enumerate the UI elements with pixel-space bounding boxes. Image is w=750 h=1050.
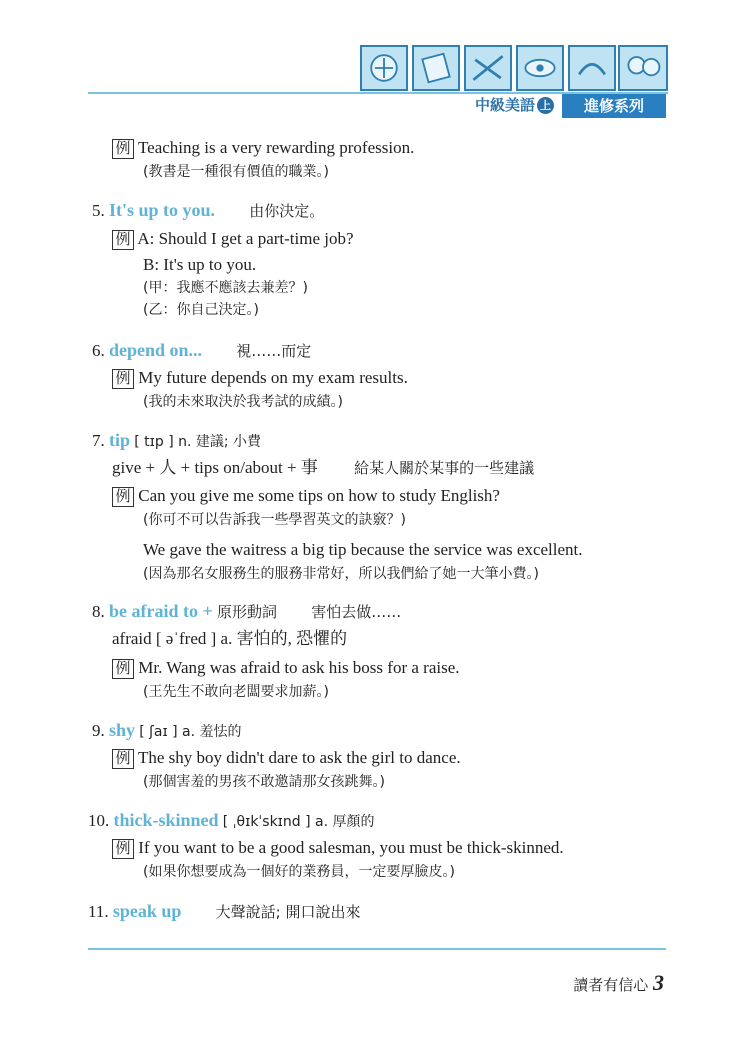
- entry-term: be afraid to +: [109, 601, 213, 621]
- entry-heading: [92, 339, 311, 362]
- example-zh: (王先生不敢向老闆要求加薪。): [143, 684, 329, 700]
- entry-term-suffix: 原形動詞: [217, 603, 278, 621]
- example-zh: (那個害羞的男孩不敢邀請那女孩跳舞。): [143, 774, 385, 790]
- entry-heading: [92, 429, 261, 453]
- example-en: A: Should I get a part-time job?: [137, 229, 354, 248]
- example-en: Teaching is a very rewarding profession.: [137, 138, 415, 157]
- entry-heading: [92, 600, 401, 623]
- entry-meaning: 大聲說話; 開口說出來: [215, 903, 361, 921]
- entry-phonetic: [ ˌθɪkˈskɪnd ] a. 厚顏的: [222, 814, 375, 830]
- example-en: B: It's up to you.: [143, 255, 257, 274]
- series-name: 進修系列: [562, 94, 666, 118]
- entry-heading: [88, 809, 375, 833]
- example-zh: (甲：我應不應該去兼差？): [143, 280, 308, 296]
- example-zh: (教書是一種很有價值的職業。): [143, 164, 329, 180]
- example-zh: (我的未來取決於我考試的成績。): [143, 394, 343, 410]
- example-mark: 例: [112, 659, 134, 679]
- entry-number: 10.: [88, 811, 110, 830]
- example-en: My future depends on my exam results.: [138, 368, 408, 387]
- entry-phonetic: [ ʃaɪ ] a. 羞怯的: [139, 724, 242, 740]
- example-en: If you want to be a good salesman, you must be thick-skinned.: [138, 838, 564, 857]
- entry-meaning: 由你決定。: [249, 202, 325, 220]
- example-row: [112, 228, 354, 250]
- entry-number: 11.: [88, 902, 109, 921]
- pattern-en: give + 人 + tips on/about + 事: [112, 458, 318, 477]
- example-zh: (你可不可以告訴我一些學習英文的訣竅？): [143, 512, 406, 528]
- example-en: We gave the waitress a big tip because the service was excellent.: [143, 540, 583, 559]
- entry-number: 9.: [92, 721, 105, 740]
- example-mark: 例: [112, 487, 134, 507]
- entry-number: 8.: [92, 602, 105, 621]
- series-badge: 上: [537, 97, 554, 114]
- example-en: Mr. Wang was afraid to ask his boss for a raise.: [138, 658, 460, 677]
- entry-heading: [92, 199, 324, 222]
- footer-rule: [88, 948, 666, 950]
- example-en: Can you give me some tips on how to study English?: [138, 486, 500, 505]
- example-row: [112, 367, 408, 389]
- example-row: [112, 137, 414, 159]
- header-image-tile-4: [516, 45, 564, 91]
- footer-label: 讀者有信心: [573, 976, 649, 994]
- entry-heading: [88, 900, 361, 923]
- header-image-tile-1: [360, 45, 408, 91]
- header-image-tile-3: [464, 45, 512, 91]
- entry-subentry: afraid [ əˈfred ] a. 害怕的, 恐懼的: [112, 629, 348, 648]
- entry-term: shy: [109, 720, 136, 740]
- entry-number: 7.: [92, 431, 105, 450]
- header-image-tile-2: [412, 45, 460, 91]
- example-row: [112, 657, 460, 679]
- entry-term: depend on...: [109, 340, 203, 360]
- entry-term: It's up to you.: [109, 200, 216, 220]
- example-en: The shy boy didn't dare to ask the girl to dance.: [137, 748, 461, 767]
- example-row: [112, 485, 500, 507]
- header-image-tile-6: [618, 45, 668, 91]
- entry-meaning: 視……而定: [236, 342, 312, 360]
- entry-term: tip: [109, 430, 131, 450]
- header-image-tile-5: [568, 45, 616, 91]
- entry-heading: [92, 719, 242, 743]
- series-banner: [440, 94, 666, 118]
- page-footer: [573, 970, 664, 996]
- example-zh: (乙：你自己決定。): [143, 302, 259, 318]
- example-mark: 例: [112, 230, 134, 250]
- entry-meaning: 害怕去做……: [311, 603, 402, 621]
- entry-number: 5.: [92, 201, 105, 220]
- example-mark: 例: [112, 369, 134, 389]
- example-zh: (因為那名女服務生的服務非常好，所以我們給了她一大筆小費。): [143, 566, 539, 582]
- example-row: [112, 747, 461, 769]
- entry-term: speak up: [112, 901, 182, 921]
- example-mark: 例: [112, 839, 134, 859]
- example-row: [112, 837, 564, 859]
- entry-number: 6.: [92, 341, 105, 360]
- entry-phonetic: [ tɪp ] n. 建議; 小費: [134, 434, 262, 450]
- series-level: 中級美語 上: [440, 94, 558, 116]
- page-number: 3: [653, 970, 664, 995]
- usage-pattern: [112, 457, 534, 479]
- example-mark: 例: [112, 749, 134, 769]
- example-zh: (如果你想要成為一個好的業務員，一定要厚臉皮。): [143, 864, 455, 880]
- entry-term: thick-skinned: [113, 810, 219, 830]
- example-mark: 例: [112, 139, 134, 159]
- pattern-zh: 給某人關於某事的一些建議: [354, 459, 535, 477]
